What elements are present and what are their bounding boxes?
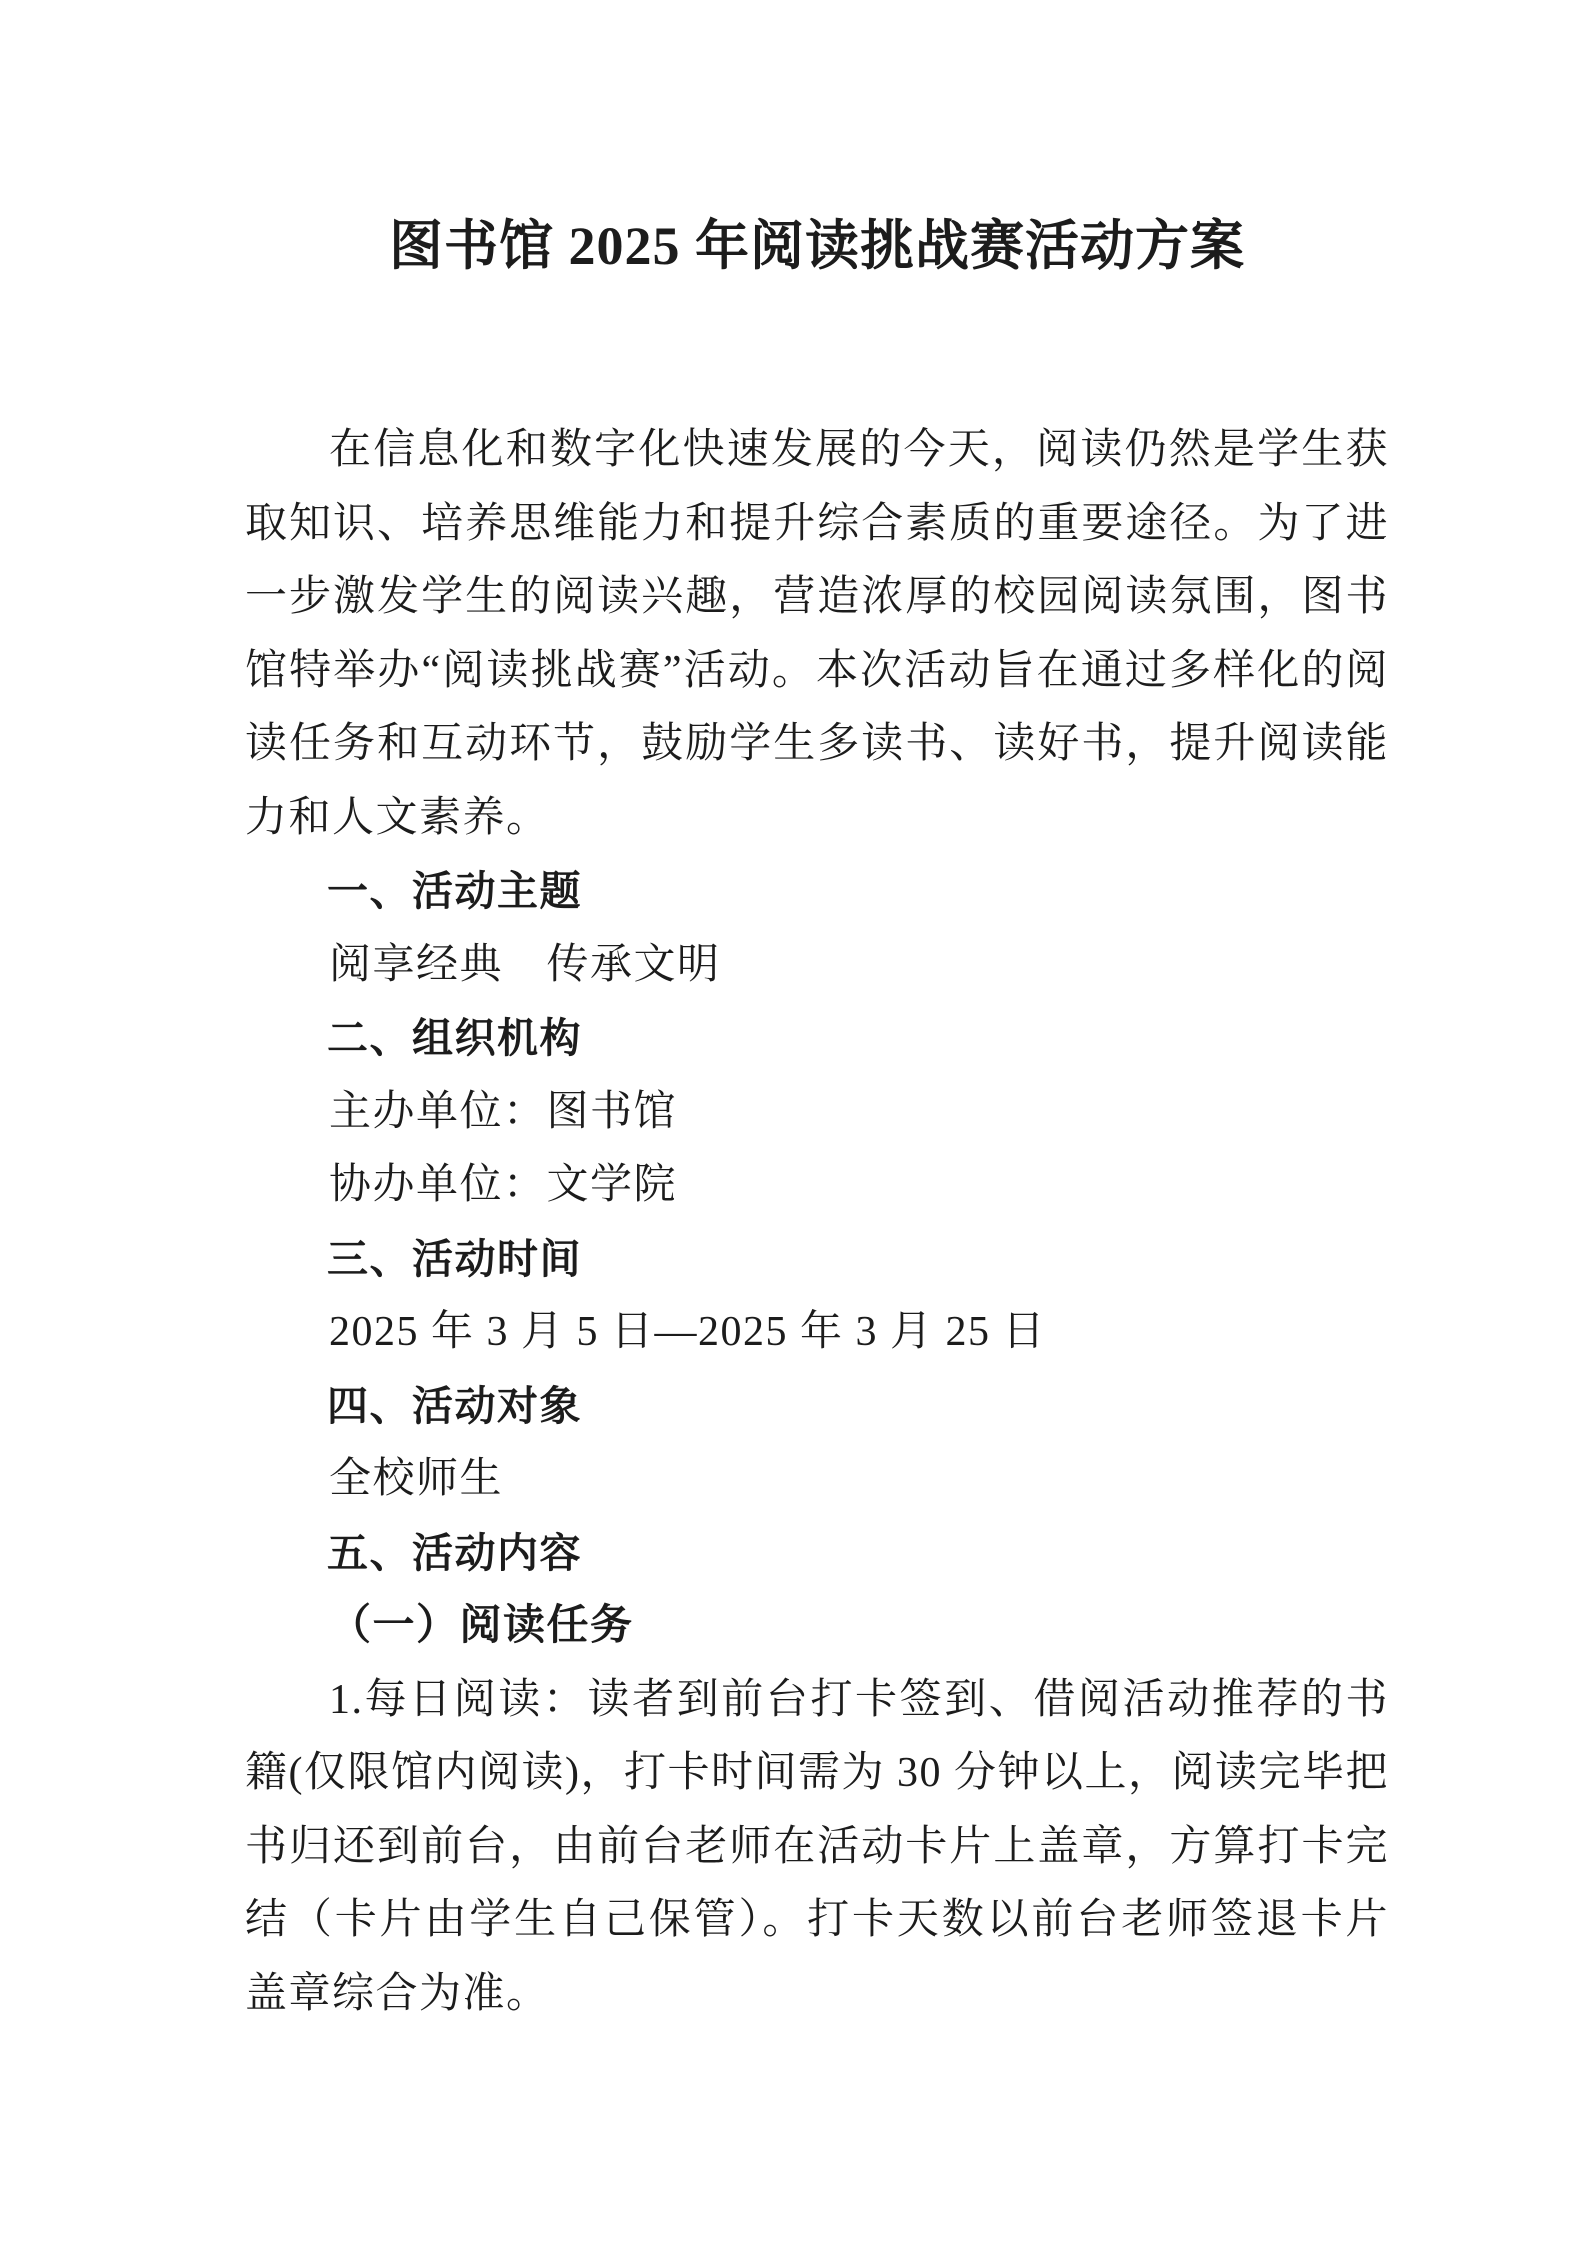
organization-co-host: 协办单位：文学院 — [329, 1162, 678, 1208]
task-daily-reading-paragraph: 1.每日阅读：读者到前台打卡签到、借阅活动推荐的书籍(仅限馆内阅读)，打卡时间需为 30 分钟以上，阅读完毕把书归还到前台，由前台老师在活动卡片上盖章，方算打卡完结（卡片由学生自己保管）。打卡天数以前台老师签退卡片盖章综合为准。 — [245, 1676, 1389, 2017]
section-heading-audience: 四、活动对象 — [327, 1382, 582, 1429]
theme-content: 阅享经典 传承文明 — [329, 941, 721, 988]
section-heading-content: 五、活动内容 — [327, 1529, 582, 1576]
time-content: 2025 年 3 月 5 日—2025 年 3 月 25 日 — [329, 1309, 1047, 1355]
document-body — [245, 414, 1389, 2031]
section-heading-organization: 二、组织机构 — [327, 1015, 582, 1061]
section-heading-time: 三、活动时间 — [327, 1235, 582, 1282]
section-heading-theme: 一、活动主题 — [327, 868, 582, 914]
document-title: 图书馆 2025 年阅读挑战赛活动方案 — [389, 216, 1245, 276]
subsection-heading-reading-tasks: （一）阅读任务 — [329, 1603, 634, 1649]
organization-host: 主办单位：图书馆 — [329, 1088, 678, 1135]
intro-paragraph: 在信息化和数字化快速发展的今天，阅读仍然是学生获取知识、培养思维能力和提升综合素质的重要途径。为了进一步激发学生的阅读兴趣，营造浓厚的校园阅读氛围，图书馆特举办“阅读挑战赛”活动。本次活动旨在通过多样化的阅读任务和互动环节，鼓励学生多读书、读好书，提升阅读能力和人文素养。 — [245, 427, 1389, 841]
audience-content: 全校师生 — [329, 1456, 504, 1502]
